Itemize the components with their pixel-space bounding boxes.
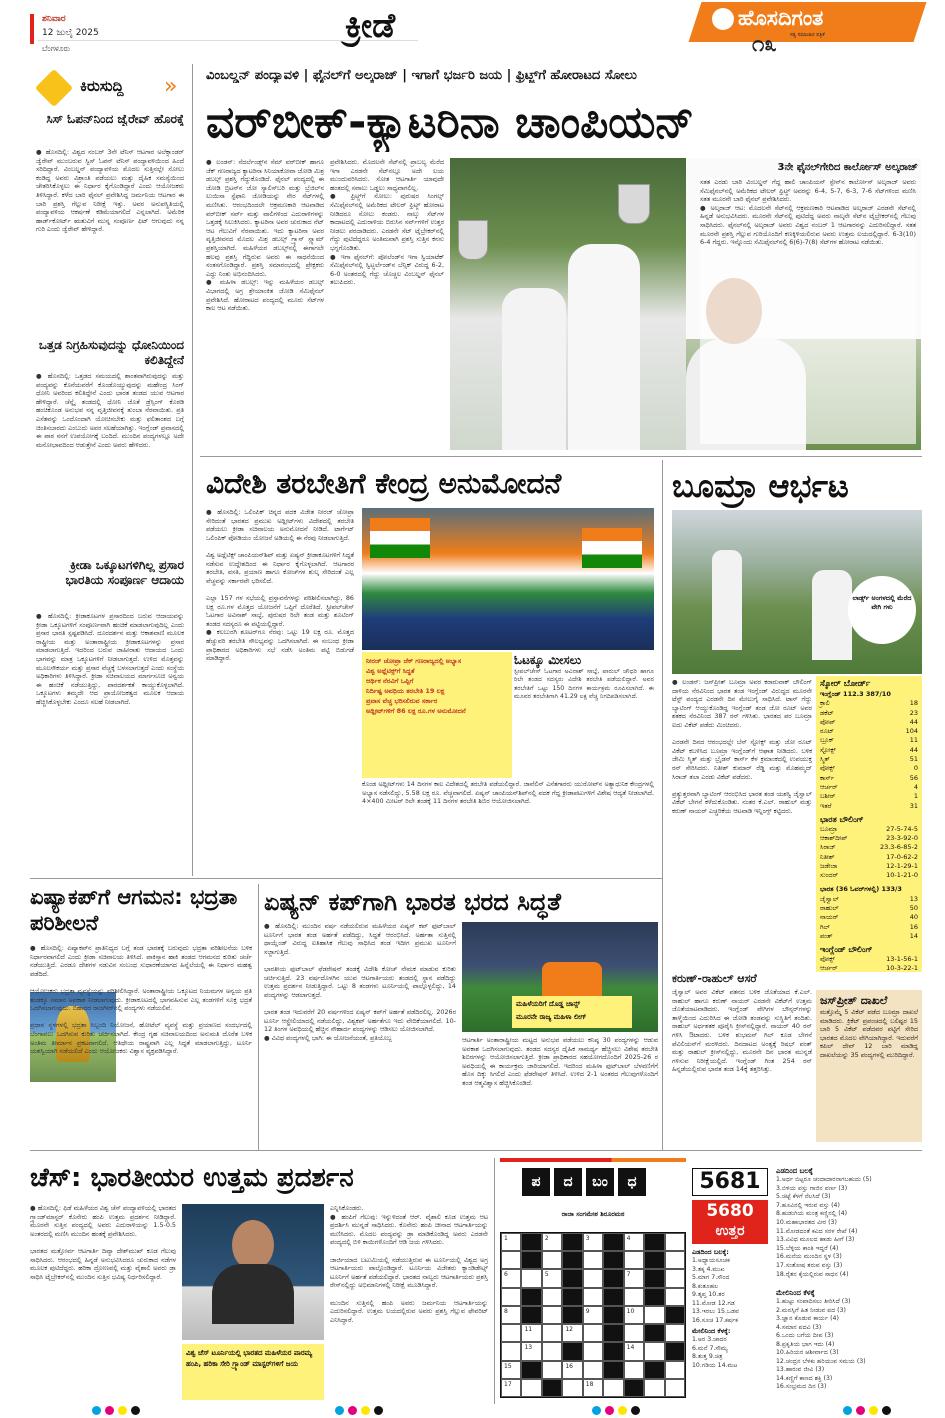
dot-magenta xyxy=(348,1406,357,1415)
india-batting-list xyxy=(820,895,918,941)
dot-magenta xyxy=(856,1406,865,1415)
stat-row xyxy=(820,718,918,727)
puzzle-cell[interactable] xyxy=(624,1379,644,1397)
puzzle-cell[interactable]: 6 xyxy=(501,1269,521,1287)
facts-box xyxy=(514,652,654,744)
stat-value: 51 xyxy=(909,755,918,764)
page-number: ೧೩ xyxy=(752,32,777,57)
puzzle-cell[interactable] xyxy=(501,1288,521,1306)
puzzle-cell[interactable] xyxy=(665,1288,685,1306)
puzzle-cell[interactable] xyxy=(583,1361,603,1379)
stat-name: ಪಂತ್ xyxy=(820,931,833,940)
puzzle-cell[interactable]: 14 xyxy=(624,1342,644,1360)
stat-row xyxy=(820,955,918,964)
stat-row xyxy=(820,964,918,972)
bumrah-photo xyxy=(672,510,922,674)
dot-cyan xyxy=(843,1406,852,1415)
stat-row xyxy=(820,913,918,922)
puzzle-cell[interactable] xyxy=(644,1288,664,1306)
puzzle-cell[interactable]: 11 xyxy=(521,1324,541,1342)
puzzle-cell[interactable] xyxy=(603,1269,623,1287)
stat-value: 27-5-74-5 xyxy=(886,824,918,833)
puzzle-cell[interactable] xyxy=(562,1288,582,1306)
stat-value: 56 xyxy=(909,773,918,782)
stat-value: 16 xyxy=(909,922,918,931)
puzzle-cell[interactable]: 3 xyxy=(583,1233,603,1251)
bullet-item: ಪ್ರವಾಸ ವೆಚ್ಚ ಭರಿಸಲಿರುವ ಸರ್ಕಾರ xyxy=(366,697,438,705)
stat-value: 40 xyxy=(909,913,918,922)
alcaraz-body: ಸತತ ಎರಡು ಬಾರಿ ವಿಂಬಲ್ಡನ್ ಗೆದ್ದ ಹಾಲಿ ಚಾಂಪಿಯನ್ ಸ್ಪೇನ್‌ನ ಕಾರ್ಲೋಸ್ ಅಲ್ಕರಾಜ್ ಅವರು ಸೆಮಿಫೈನಲ್‌ನಲ್ಲಿ ಅಮೆರಿಕದ ಟೇಲರ್ ಫ್ರಿಟ್ಜ್ ಅವರನ್ನು 6-4, 5-7, 6-3, 7-6 ಸೆಟ್‌ಗಳಿಂದ ಮಣಿಸಿ ಸತತ ಮೂರನೇ ಬಾರಿ ಫೈನಲ್ ಪ್ರವೇಶಿಸಿದರು. ● ಅಲ್ಕರಾಜ್ ಆಟ: ಮೊದಲನೇ ಸೆಟ್‌ನಲ್ಲಿ ಆಕ್ರಮಣಕಾರಿ ಆಟವಾಡಿದ ಅಲ್ಕರಾಜ್ ಎರಡನೇ ಸೆಟ್‌ನಲ್ಲಿ ಹಿನ್ನಡೆ ಅನುಭವಿಸಿದರು. ಮೂರನೇ ಸೆಟ್‌ನಲ್ಲಿ ಪುಟಿದೆದ್ದ ಅವರು ನಾಲ್ಕನೇ ಸೆಟ್‌ನ ಟೈಬ್ರೇಕರ್‌ನಲ್ಲಿ ಗೆಲುವು ಸಾಧಿಸಿದರು. ಫೈನಲ್‌ನಲ್ಲಿ ಅಲ್ಕರಾಜ್ ಅವರು ವಿಶ್ವದ ನಂಬರ್ 1 ಆಟಗಾರನನ್ನು ಎದುರಿಸಲಿದ್ದಾರೆ. ಸತತ ಮೂರನೇ ಪ್ರಶಸ್ತಿ ಗೆಲ್ಲುವ ಗುರಿಯೊಂದಿಗೆ ಕಣಕ್ಕಿಳಿಯಲಿರುವ ಅವರು ಉತ್ತಮ ಲಯದಲ್ಲಿದ್ದಾರೆ. 6-3(10) 6-4 ಗೆದ್ದರು. ಇನ್ನೊಂದು ಸೆಮಿಫೈನಲ್‌ನಲ್ಲಿ 6(6)-7(8) ಸೆಟ್‌ಗಳ ಹೋರಾಟ ನಡೆಯಿತು. xyxy=(700,178,916,444)
stat-row xyxy=(820,736,918,745)
scoreboard-title: ಸ್ಕೋರ್ ಬೋರ್ಡ್ xyxy=(820,679,871,689)
stat-name: ಸ್ಟೋಕ್ಸ್ xyxy=(820,745,836,754)
asiancup-caption xyxy=(512,996,632,1028)
puzzle-cell[interactable] xyxy=(521,1379,541,1397)
puzzle-grid xyxy=(500,1232,686,1398)
story-title: ಒತ್ತಡ ನಿಗ್ರಹಿಸುವುದನ್ನು ಧೋನಿಯಿಂದ ಕಲಿತಿದ್ದೇನೆ xyxy=(38,338,184,367)
puzzle-cell[interactable] xyxy=(644,1251,664,1269)
puzzle-cell[interactable]: 1 xyxy=(501,1233,521,1251)
stat-value: 23-3-92-0 xyxy=(886,834,918,843)
kirusuddi-label: ಕಿರುಸುದ್ದಿ xyxy=(80,77,124,95)
masthead-city: ಬೆಂಗಳೂರು xyxy=(42,44,71,53)
videshi-col1: ● ಹೊಸದಿಲ್ಲಿ: ಒಲಿಂಪಿಕ್ ಚಿನ್ನದ ಪದಕ ವಿಜೇತ ನೀರಜ್ ಚೋಪ್ರಾ ಸೇರಿದಂತೆ ಭಾರತದ ಪ್ರಮುಖ ಅಥ್ಲೀಟ್‌ಗಳು ವಿದೇಶದಲ್ಲಿ ತರಬೇತಿ ಪಡೆಯಲು ಕ್ರೀಡಾ ಸಚಿವಾಲಯ ಅನುಮೋದನೆ ನೀಡಿದೆ. ಟಾರ್ಗೆಟ್ ಒಲಿಂಪಿಕ್ ಪೋಡಿಯಂ ಯೋಜನೆ ಅಡಿಯಲ್ಲಿ ಈ ನೆರವು ನೀಡಲಾಗುತ್ತಿದೆ. ವಿಶ್ವ ಅಥ್ಲೆಟಿಕ್ಸ್ ಚಾಂಪಿಯನ್‌ಶಿಪ್ ಮತ್ತು ಏಷ್ಯನ್ ಕ್ರೀಡಾಕೂಟಗಳಿಗೆ ಸಿದ್ಧತೆ ನಡೆಸುವ ಉದ್ದೇಶದಿಂದ ಈ ನಿರ್ಧಾರ ಕೈಗೊಳ್ಳಲಾಗಿದೆ. ಆಟಗಾರರ ತರಬೇತಿ, ವಸತಿ, ಪ್ರಯಾಣ ಹಾಗೂ ಕೋಚ್‌ಗಳ ಶುಲ್ಕ ಸೇರಿದಂತೆ ಎಲ್ಲ ವೆಚ್ಚವನ್ನು ಸರ್ಕಾರವೇ ಭರಿಸಲಿದೆ. ಎಲ್ಲಾ 157 ಗಳ ಸಭೆಯಲ್ಲಿ ಪ್ರಸ್ತಾವನೆಗಳನ್ನು ಪರಿಶೀಲಿಸಲಾಗಿದ್ದು, 86 ಲಕ್ಷ ರೂ.ಗಳ ಮೊತ್ತದ ಯೋಜನೆಗೆ ಒಪ್ಪಿಗೆ ದೊರೆತಿದೆ. ಸ್ಟೀಪಲ್‌ಚೇಸ್ ಓಟಗಾರ ಅವಿನಾಶ್ ಸಾಬ್ಳೆ, ಪುರುಷರ ರಿಲೇ ತಂಡ ಮತ್ತು ಶೂಟಿಂಗ್ ತಂಡದ ಸದಸ್ಯರೂ ಈ ಪಟ್ಟಿಯಲ್ಲಿದ್ದಾರೆ. ● ಕಲಬುರಗಿ ಶೂಟರ್‌ಗೂ ನೆರವು: ಒಟ್ಟು 19 ಲಕ್ಷ ರೂ. ಮೊತ್ತದ ಹೆಚ್ಚುವರಿ ತರಬೇತಿ ಸೌಲಭ್ಯವನ್ನು ಒದಗಿಸಲಾಗಿದೆ. ಈ ಸಂಬಂಧ ಕ್ರೀಡಾ ಪ್ರಾಧಿಕಾರದ ಅಧಿಕಾರಿಗಳು ಸಭೆ ನಡೆಸಿ ಅಂತಿಮ ಪಟ್ಟಿ ಬಿಡುಗಡೆ ಮಾಡಿದ್ದಾರೆ. xyxy=(206,508,354,663)
clues-across xyxy=(776,1166,922,1292)
puzzle-cell[interactable] xyxy=(624,1361,644,1379)
stat-value: 23.3-6-85-2 xyxy=(879,843,918,852)
puzzle-cell[interactable] xyxy=(644,1342,664,1360)
stat-row xyxy=(820,792,918,801)
puzzle-cell[interactable] xyxy=(542,1288,562,1306)
bullet-item: ನೀರಜ್ ಚೋಪ್ರಾ ಜೆಕ್ ಗಣರಾಜ್ಯದಲ್ಲಿ ಅಭ್ಯಾಸ xyxy=(366,657,462,665)
dot-yellow xyxy=(618,1406,627,1415)
stat-name: ಇತರೆ xyxy=(820,801,832,810)
puzzle-cell[interactable] xyxy=(665,1379,685,1397)
puzzle-cell[interactable] xyxy=(644,1269,664,1287)
puzzle-cell[interactable] xyxy=(644,1361,664,1379)
record-body: ಮತ್ತೊಮ್ಮೆ 5 ವಿಕೆಟ್ ಪಡೆದ ಬೂಮ್ರಾ ದಾಖಲೆ ಮಾಡಿದರು. ಕ್ರಿಕೆಟ್ ಪ್ರಪಂಚದಲ್ಲಿ ಬಲಿಷ್ಟರ 15 ಬಾರಿ 5 ವಿಕೆಟ್ ಪಡೆದವರ ಪಟ್ಟಿಗೆ ಸೇರಿದ ಭಾರತದ ಮೊದಲ ವೇಗಿಯಾಗಿದ್ದಾರೆ. ಇದುವರೆಗೆ ಕಪಿಲ್ ದೇವ್ 12 ಬಾರಿ ಮಾಡಿದ್ದ ದಾಖಲೆಯನ್ನು 35 ಪಂದ್ಯಗಳಲ್ಲಿ ಮುರಿದಿದ್ದಾರೆ. xyxy=(820,1008,918,1059)
puzzle-cell[interactable] xyxy=(603,1324,623,1342)
stat-value: 18 xyxy=(909,699,918,708)
puzzle-number: 5681 xyxy=(692,1168,768,1196)
clues-down xyxy=(776,1288,922,1402)
stat-row xyxy=(820,755,918,764)
wimbledon-strap: ವಿಂಬಲ್ಡನ್ ಪಂದ್ಯಾವಳಿ | ಫೈನಲ್‌ಗೆ ಅಲ್ಕರಾಜ್ | ಇಗಾಗೆ ಭರ್ಜರಿ ಜಯ | ಫ್ರಿಟ್ಜ್‌ಗೆ ಹೋರಾಟದ ಸೋಲು xyxy=(206,68,637,83)
row-divider xyxy=(30,1150,922,1151)
date-bar xyxy=(30,14,34,44)
puzzle-cell[interactable] xyxy=(501,1324,521,1342)
chevron-icon: » xyxy=(164,74,178,99)
puzzle-cell[interactable] xyxy=(603,1233,623,1251)
puzzle-topbar xyxy=(500,1158,686,1162)
player-figure xyxy=(502,288,566,450)
puzzle-title xyxy=(522,1168,652,1198)
masthead-date: 12 ಜುಲೈ 2025 xyxy=(42,28,99,38)
puzzle-cell[interactable]: 15 xyxy=(501,1361,521,1379)
puzzle-cell[interactable] xyxy=(603,1251,623,1269)
batting-list xyxy=(820,699,918,811)
dot-cyan xyxy=(592,1406,601,1415)
stat-row xyxy=(820,764,918,773)
puzzle-cell[interactable] xyxy=(603,1288,623,1306)
puzzle-cell[interactable] xyxy=(665,1306,685,1324)
clues-across-title: ಎಡದಿಂದ ಬಲಕ್ಕೆ xyxy=(776,1167,813,1175)
row-divider xyxy=(30,878,662,879)
registration-marks xyxy=(592,1406,640,1415)
dot-black xyxy=(631,1406,640,1415)
column-divider xyxy=(192,64,193,876)
caption-line: ವಿಶ್ವ ಚೆಸ್‌ ಟೂರ್ನಿಯಲ್ಲಿ ಭಾರತದ ಮಹಿಳೆಯರ ಪಾರಮ್ಯ xyxy=(186,1349,313,1357)
puzzle-cell[interactable] xyxy=(542,1251,562,1269)
puzzle-cell[interactable] xyxy=(603,1361,623,1379)
answer-across-list: 1.ಅಧ್ಯಾಯಸೂಚಕ 3.ತಕ್ಕ 4.ಮುಖ 5.ಮಾಗ 7.ಸೌಂದ 8.ಕುತೂಹಲ 9.ತೃಪ್ತ 10.ತರ 11.ಮೋಡ 12.ಗಡ 13.ಇರಲು 15.ಒಡವ 16.ಸೂಚ 17.ಕರ್ಷಕ xyxy=(692,1257,739,1324)
record-title: ಜಸ್‌ಪ್ರೀತ್ ದಾಖಲೆ xyxy=(820,994,888,1007)
stat-value: 13 xyxy=(909,894,918,903)
trophy-icon xyxy=(458,220,488,260)
trophy-icon xyxy=(618,184,650,224)
puzzle-cell[interactable]: 16 xyxy=(562,1361,582,1379)
athletes-photo xyxy=(362,508,654,650)
videshi-headline: ವಿದೇಶಿ ತರಬೇತಿಗೆ ಕೇಂದ್ರ ಅನುಮೋದನೆ xyxy=(206,467,562,500)
puzzle-cell[interactable] xyxy=(562,1379,582,1397)
stat-row xyxy=(820,802,918,811)
dot-magenta xyxy=(105,1406,114,1415)
answer-box xyxy=(692,1200,768,1244)
stat-name: ಬ್ರೂಕ್ xyxy=(820,736,834,745)
wimbledon-headline: ವರ್‌ಬೀಕ್-ಕ್ಯಾಟರಿನಾ ಚಾಂಪಿಯನ್ xyxy=(206,97,695,148)
puzzle-letter: ಬಂ xyxy=(586,1168,614,1196)
facts-body: ಸ್ಟೀಪಲ್‌ಚೇಸ್ ಓಟಗಾರ ಅವಿನಾಶ್ ಸಾಬ್ಳೆ, ಪಾರುಲ್ ಚೌಧರಿ ಹಾಗೂ ರಿಲೇ ತಂಡದ ಸದಸ್ಯರು ವಿದೇಶಿ ತರಬೇತಿ ಪಡೆಯಲಿದ್ದಾರೆ. ಅವರ ತರಬೇತಿಗೆ ಒಟ್ಟು 150 ದಿನಗಳ ಕಾರ್ಯಕ್ರಮ ರೂಪಿಸಲಾಗಿದೆ. ಈ ಮೂವರ ತರಬೇತಿಗಾಗಿ 41.29 ಲಕ್ಷ ವೆಚ್ಚ ನಿಗದಿಪಡಿಸಲಾಗಿದೆ. xyxy=(514,668,654,701)
stat-name: ನಿತೀಶ್ xyxy=(820,852,835,861)
bumrah-headline: ಬೂಮ್ರಾ ಆರ್ಭಟ xyxy=(672,467,849,505)
player-figure xyxy=(712,550,742,650)
chess-col2: ಎನ್ನಿಸಿಕೊಂಡರು. ● ಹಂಪಿಗೆ ಗೆಲುವು: ಇನ್ನುಳಿದಂತೆ ಆರ್. ವೈಶಾಲಿ ಕೂಡ ಉತ್ತಮ ಆಟ ಪ್ರದರ್ಶಿಸಿ ಮುನ್ನಡೆ ಸಾಧಿಸಿದರು. ಕೊನೇರು ಹಂಪಿ ಚೀನಾದ ಆಟಗಾರ್ತಿಯನ್ನು ಮಣಿಸಿದರು. ಮೊದಲ ಪಂದ್ಯವನ್ನು ಡ್ರಾ ಮಾಡಿಕೊಂಡಿದ್ದ ಅವರು ಎರಡನೇ ಪಂದ್ಯದಲ್ಲಿ ಬಿಳಿ ಕಾಯಿಗಳೊಂದಿಗೆ ಆಡಿ ಜಯ ಗಳಿಸಿದರು. ಜಾರ್ಜಿಯಾದ ಬಟುಮಿಯಲ್ಲಿ ನಡೆಯುತ್ತಿರುವ ಈ ಟೂರ್ನಿಯಲ್ಲಿ ವಿಶ್ವದ ಅಗ್ರ ಆಟಗಾರ್ತಿಯರು ಪಾಲ್ಗೊಂಡಿದ್ದಾರೆ. ಟೂರ್ನಿಯ ವಿಜೇತರು ಕ್ಯಾಂಡಿಡೇಟ್ಸ್ ಟೂರ್ನಿಗೆ ಅರ್ಹತೆ ಪಡೆಯಲಿದ್ದಾರೆ. ಭಾರತದ ನಾಲ್ವರು ಆಟಗಾರ್ತಿಯರು ಪ್ರಶಸ್ತಿ ರೇಸ್‌ನಲ್ಲಿದ್ದು ಅಭಿಮಾನಿಗಳಲ್ಲಿ ನಿರೀಕ್ಷೆ ಮೂಡಿಸಿದ್ದಾರೆ. ಮುಂದಿನ ಸುತ್ತಿನಲ್ಲಿ ಹಂಪಿ ಅವರು ಜರ್ಮನಿಯ ಆಟಗಾರ್ತಿಯನ್ನು ಎದುರಿಸಲಿದ್ದಾರೆ. ಉತ್ತಮ ಲಯದಲ್ಲಿರುವ ಅವರು ಪ್ರಶಸ್ತಿ ಗೆಲ್ಲುವ ಫೇವರಿಟ್ ಎನಿಸಿದ್ದಾರೆ. xyxy=(330,1204,488,1324)
puzzle-cell[interactable] xyxy=(542,1324,562,1342)
puzzle-cell[interactable] xyxy=(521,1288,541,1306)
puzzle-cell[interactable] xyxy=(583,1269,603,1287)
bullet-item: ಆರ್ಥಿಕ ನೆರವಿಗೆ ಒಪ್ಪಿಗೆ xyxy=(366,677,414,685)
stat-row xyxy=(820,853,918,862)
row-divider xyxy=(200,456,922,457)
registration-marks xyxy=(843,1406,891,1415)
chess-caption xyxy=(182,1344,324,1400)
stat-name: ರೂಟ್ xyxy=(820,727,834,736)
caption-line: ಹಂಪಿ, ಹರಿಕಾ ಸೇರಿ ಗ್ರ್ಯಾಂಡ್ ಮಾಸ್ಟರ್‌ಗಳಿಗೆ ಜಯ xyxy=(186,1360,298,1368)
brand-logo xyxy=(712,8,734,30)
eng-bowling-list xyxy=(820,955,918,972)
puzzle-cell[interactable] xyxy=(521,1251,541,1269)
puzzle-cell[interactable] xyxy=(603,1379,623,1397)
puzzle-cell[interactable] xyxy=(665,1251,685,1269)
stat-row xyxy=(820,783,918,792)
puzzle-cell[interactable] xyxy=(624,1324,644,1342)
stat-name: ಸ್ಮಿತ್ xyxy=(820,755,830,764)
stat-name: ರಾಹುಲ್ xyxy=(820,903,839,912)
registration-marks xyxy=(335,1406,383,1415)
puzzle-cell[interactable] xyxy=(583,1288,603,1306)
facts-title: ಓಟಕ್ಕೂ ಮೀಸಲು xyxy=(514,653,582,667)
puzzle-cell[interactable] xyxy=(583,1251,603,1269)
answer-down-list: 1.ಅರ 3.ಚಾದರ 6.ಮನೆ 7.ಸೌಮ್ಯ 8.ತುತ್ತ 9.ಚಿತ್ರ 10.ಗಡಿಯ 14.ಮಟ xyxy=(692,1336,738,1369)
asiancup-headline: ಏಷ್ಯನ್ ಕಪ್‌ಗಾಗಿ ಭಾರತ ಭರದ ಸಿದ್ಧತೆ xyxy=(264,888,561,916)
stat-name: ಕ್ರಾಲಿ xyxy=(820,699,830,708)
puzzle-cell[interactable] xyxy=(644,1379,664,1397)
stat-name: ಆರ್ಚರ್ xyxy=(820,782,838,791)
puzzle-cell[interactable] xyxy=(501,1342,521,1360)
puzzle-cell[interactable] xyxy=(603,1342,623,1360)
dot-yellow xyxy=(361,1406,370,1415)
puzzle-cell[interactable] xyxy=(542,1361,562,1379)
chess-headline: ಚೆಸ್: ಭಾರತೀಯರ ಉತ್ತಮ ಪ್ರದರ್ಶನ xyxy=(30,1163,354,1193)
player-figure xyxy=(568,244,640,450)
puzzle-cell[interactable] xyxy=(542,1306,562,1324)
stat-value: 4 xyxy=(913,782,918,791)
stat-row xyxy=(820,871,918,880)
puzzle-cell[interactable] xyxy=(665,1324,685,1342)
asia-headline: ಏಷ್ಯಾಕಪ್‌ಗೆ ಆಗಮನ: ಭದ್ರತಾ ಪರಿಶೀಲನೆ xyxy=(30,885,238,935)
answer-down-title: ಮೇಲಿನಿಂದ ಕೆಳಕ್ಕೆ: xyxy=(692,1327,731,1335)
bumrah-body: ● ಲಂಡನ್: ಜಸ್‌ಪ್ರೀತ್ ಬೂಮ್ರಾ ಅವರ ಕರಾರುವಾಕ್ ಬೌಲಿಂಗ್ ದಾಳಿಯ ನೆರವಿನಿಂದ ಭಾರತ ತಂಡ ಇಂಗ್ಲೆಂಡ್ ವಿರುದ್ಧದ ಮೂರನೇ ಟೆಸ್ಟ್ ಪಂದ್ಯದ ಎರಡನೇ ದಿನ ಮೇಲುಗೈ ಸಾಧಿಸಿದೆ. ಟಾಸ್ ಗೆದ್ದು ಬ್ಯಾಟಿಂಗ್ ಆಯ್ದುಕೊಂಡಿದ್ದ ಇಂಗ್ಲೆಂಡ್ ತಂಡ ಜೋ ರೂಟ್ ಅವರ ಶತಕದ ನೆರವಿನಿಂದ 387 ರನ್ ಗಳಿಸಿತು. ಭಾರತದ ಪರ ಬೂಮ್ರಾ ಐದು ವಿಕೆಟ್ ಪಡೆದು ಮಿಂಚಿದರು. ಎರಡನೇ ದಿನದ ಆರಂಭದಲ್ಲೇ ಬೆನ್ ಸ್ಟೋಕ್ಸ್ ಮತ್ತು ಜೋ ರೂಟ್ ವಿಕೆಟ್ ಕಬಳಿಸಿದ ಬೂಮ್ರಾ ಇಂಗ್ಲೆಂಡ್‌ಗೆ ಆಘಾತ ನೀಡಿದರು. ಬಳಿಕ ಜೇಮಿ ಸ್ಮಿತ್ ಮತ್ತು ಬ್ರೈಡನ್ ಕಾರ್ಸ್ ಕೆಳ ಕ್ರಮಾಂಕದಲ್ಲಿ ಉಪಯುಕ್ತ ರನ್ ಸೇರಿಸಿದರು. ನಿತೀಶ್ ಕುಮಾರ್ ರೆಡ್ಡಿ ಮತ್ತು ಮೊಹಮ್ಮದ್ ಸಿರಾಜ್ ತಲಾ ಎರಡು ವಿಕೆಟ್ ಪಡೆದರು. ಪ್ರತ್ಯುತ್ತರವಾಗಿ ಬ್ಯಾಟಿಂಗ್ ಆರಂಭಿಸಿದ ಭಾರತ ತಂಡ ಯಶಸ್ವಿ ಜೈಸ್ವಾಲ್ ವಿಕೆಟ್ ಬೇಗನೆ ಕಳೆದುಕೊಂಡಿತು. ನಂತರ ಕೆ.ಎಲ್. ರಾಹುಲ್ ಮತ್ತು ಕರುಣ್ ನಾಯರ್ ಎಚ್ಚರಿಕೆಯ ಆಟವಾಡಿ ಇನ್ನಿಂಗ್ಸ್ ಕಟ್ಟಿದರು. xyxy=(672,678,812,815)
clues-down-list: 1.ಹುಟ್ಟು ಸಂಪಾದಿಸಲು ತೀರಿಸಿದೆ (3) 2.ಮನಸ್ಸಿಗೆ ಹಿತ ನೀಡುವ ಪದ (3) 3.ಜ್ಞಾನ ಕೊಡುವ ಕಾರ್ಯ (4) 4.ಸಮಾನ ಪದವಿ (3) 6.ಒಂದು ಬಗೆಯ ದೀಪ (3) 8.ಪ್ರಕೃತಿಯ ಭಾಗ ಇದು (4) 10.ಹಿರಿಯರ ಆಶೀರ್ವಾದ (3) 12.ಚಂದ್ರನ ಬೆಳಕು ಹರಿಯುವ ಸಮಯ (3) 13.ಹಾರುವ ಜೀವಿ (3) 14.ಕಣ್ಣಿಗೆ ಕಾಣದ ಶಕ್ತಿ (3) 16.ಸಂಭ್ರಮದ ದಿನ (3) xyxy=(776,1298,866,1390)
story-title: ಸಿಸ್ ಓಪನ್‌ನಿಂದ ಜ್ವೆರೇವ್ ಹೊರಕ್ಕೆ xyxy=(46,112,184,126)
brand-name: ಹೊಸದಿಗಂತ xyxy=(738,6,824,30)
alcaraz-title: 3ನೇ ಫೈನಲ್‌ಗೇರಿದ ಕಾರ್ಲೋಸ್ ಅಲ್ಕರಾಜ್ xyxy=(777,162,918,173)
stat-row xyxy=(820,746,918,755)
puzzle-cell[interactable] xyxy=(603,1306,623,1324)
puzzle-cell[interactable]: 17 xyxy=(501,1379,521,1397)
story-body: ● ಹೊಸದಿಲ್ಲಿ: ವಿಶ್ವದ ನಂಬರ್ 3ನೇ ಟೆನಿಸ್ ಆಟಗಾರ ಅಲೆಕ್ಸಾಂಡರ್ ಜ್ವೆರೇವ್ ಮುಂಬರುವ ಸ್ವಿಸ್ ಓಪನ್ ಟೆನಿಸ್ ಪಂದ್ಯಾವಳಿಯಿಂದ ಹಿಂದೆ ಸರಿದಿದ್ದಾರೆ. ವಿಂಬಲ್ಡನ್ ಪಂದ್ಯಾವಳಿಯ ಮೊದಲ ಸುತ್ತಿನಲ್ಲೇ ಸೋಲು ಕಂಡಿದ್ದ ಅವರು ವಿಶ್ರಾಂತಿ ಪಡೆಯಲು ಮತ್ತು ದೈಹಿಕ ಸಮಸ್ಯೆಯಿಂದ ಚೇತರಿಸಿಕೊಳ್ಳಲು ಈ ನಿರ್ಧಾರ ಕೈಗೊಂಡಿದ್ದಾರೆ ಎಂದು ಆಯೋಜಕರು ತಿಳಿಸಿದ್ದಾರೆ. ಕಳೆದ ಬಾರಿ ಫೈನಲ್ ಪ್ರವೇಶಿಸಿದ್ದ ಜರ್ಮನಿಯ ಆಟಗಾರ ಈ ಬಾರಿ ಪ್ರಶಸ್ತಿ ಗೆಲ್ಲುವ ನಿರೀಕ್ಷೆ ಇತ್ತು. ಅವರ ಅನುಪಸ್ಥಿತಿಯಲ್ಲಿ ಪಂದ್ಯಾವಳಿಯ ಆಕರ್ಷಣೆ ಕಡಿಮೆಯಾಗಲಿದೆ ಎನ್ನಲಾಗಿದೆ. ಅಮೆರಿಕ ಹಾರ್ಡ್‌ಕೋರ್ಟ್ ಋತುವಿಗೆ ಮುನ್ನ ಸಂಪೂರ್ಣ ಫಿಟ್ ಆಗುವುದು ನನ್ನ ಗುರಿ ಎಂದು ಜ್ವೆರೇವ್ ಹೇಳಿದ್ದಾರೆ. xyxy=(36,148,184,234)
wimbledon-photo xyxy=(450,158,686,450)
bullet-item: ವಿಶ್ವ ಅಥ್ಲೆಟಿಕ್ಸ್‌ಗೆ ಸಿದ್ಧತೆ xyxy=(366,667,415,675)
scoreboard-sub: ಇಂಗ್ಲೆಂಡ್ 112.3 387/10 xyxy=(820,690,891,698)
puzzle-cell[interactable] xyxy=(624,1251,644,1269)
puzzle-cell[interactable] xyxy=(562,1269,582,1287)
puzzle-cell[interactable] xyxy=(501,1251,521,1269)
column-divider xyxy=(258,884,259,1150)
puzzle-cell[interactable] xyxy=(665,1269,685,1287)
chess-photo xyxy=(182,1204,324,1340)
masthead-day: ಶನಿವಾರ xyxy=(42,14,66,24)
kirusuddi-icon xyxy=(36,70,73,107)
column-divider xyxy=(494,1158,495,1404)
puzzle-cell[interactable] xyxy=(583,1324,603,1342)
puzzle-cell[interactable] xyxy=(644,1324,664,1342)
stat-value: 44 xyxy=(909,745,918,754)
answer-label: ಉತ್ತರ xyxy=(715,1223,745,1239)
stat-name: ಆರ್ಚರ್ xyxy=(820,964,838,972)
stat-value: 10-3-22-1 xyxy=(886,964,918,972)
stat-name: ವೋಕ್ಸ್ xyxy=(820,955,835,964)
dot-cyan xyxy=(335,1406,344,1415)
section-title: ಕ್ರೀಡೆ xyxy=(345,6,396,46)
puzzle-cell[interactable]: 8 xyxy=(501,1306,521,1324)
flag-icon xyxy=(370,518,430,558)
puzzle-cell[interactable] xyxy=(562,1342,582,1360)
masthead xyxy=(0,0,945,60)
clues-down-title: ಮೇಲಿನಿಂದ ಕೆಳಕ್ಕೆ xyxy=(776,1289,815,1297)
bullet-item: ಅಥ್ಲೀಟ್‌ಗಳಿಗೆ 86 ಲಕ್ಷ ರೂ.ಗಳ ಅನುಮೋದನೆ xyxy=(366,707,466,715)
brand-tagline: ಸತ್ಯ ಸಮಾಚಾರ ಪತ್ರಿಕೆ xyxy=(790,32,825,38)
wimbledon-col2: ಪ್ರವೇಶಿಸಿದರು. ಮೊದಲನೇ ಸೆಟ್‌ನಲ್ಲಿ ಪ್ರಾಬಲ್ಯ ಮೆರೆದ ಇಗಾ ಎರಡನೇ ಸೆಟ್‌ನಲ್ಲೂ ಅದೇ ಲಯ ಮುಂದುವರಿಸಿದರು. ಸೋತ ಆಟಗಾರ್ತಿ ಯಾವುದೇ ಹಂತದಲ್ಲಿ ಸವಾಲು ಒಡ್ಡಲು ಸಾಧ್ಯವಾಗಲಿಲ್ಲ. ● ಫ್ರಿಟ್ಜ್‌ಗೆ ಸೋಲು: ಪುರುಷರ ಸಿಂಗಲ್ಸ್ ಸೆಮಿಫೈನಲ್‌ನಲ್ಲಿ ಅಮೆರಿಕದ ಟೇಲರ್ ಫ್ರಿಟ್ಜ್ ಹೋರಾಟ ನೀಡಿದರೂ ಸೋಲು ಕಂಡರು. ನಾಲ್ಕು ಸೆಟ್‌ಗಳ ಕಾದಾಟದಲ್ಲಿ ಎದುರಾಳಿಯ ಬಿರುಸಿನ ಸರ್ವ್‌ಗಳಿಗೆ ಉತ್ತರ ನೀಡಲು ಪರದಾಡಿದರು. ಎರಡನೇ ಸೆಟ್ ಟೈಬ್ರೇಕರ್‌ನಲ್ಲಿ ಗೆದ್ದು ಪುಟಿದೆದ್ದರೂ ಅಂತಿಮವಾಗಿ ಪ್ರಶಸ್ತಿ ಸುತ್ತಿನ ಕನಸು ಭಗ್ನಗೊಂಡಿತು. ● ಇಗಾ ಫೈನಲ್‌ಗೆ: ಪೋಲೆಂಡ್‌ನ ಇಗಾ ಸ್ವಿಯಾಟೆಕ್ ಸೆಮಿಫೈನಲ್‌ನಲ್ಲಿ ಸ್ವಿಟ್ಜರ್ಲೆಂಡ್‌ನ ಬೆನ್ಸಿಕ್ ವಿರುದ್ಧ 6-2, 6-0 ಅಂತರದಲ್ಲಿ ಗೆದ್ದು ಚೊಚ್ಚಲ ವಿಂಬಲ್ಡನ್ ಫೈನಲ್ ತಲುಪಿದರು. xyxy=(330,158,444,287)
bowling-title: ಭಾರತ ಬೌಲಿಂಗ್ xyxy=(820,814,864,824)
stat-name: ವೋಕ್ಸ್ xyxy=(820,764,835,773)
caption-line: ಮಹಿಳೆಯರಿಗೆ ದೊಡ್ಡ ಚಾನ್ಸ್ xyxy=(516,1000,581,1008)
story-body: ● ಹೊಸದಿಲ್ಲಿ: ಕ್ರೀಡಾಕೂಟಗಳ ಪ್ರಸಾರದಿಂದ ಬರುವ ಆದಾಯವನ್ನು ಕ್ರೀಡಾ ಒಕ್ಕೂಟಗಳಿಗೆ ಸಂಪೂರ್ಣವಾಗಿ ಹಂಚಿಕೆ ಮಾಡಲಾಗುವುದಿಲ್ಲ ಎಂದು ಪ್ರಸಾರ ಭಾರತಿ ಸ್ಪಷ್ಟಪಡಿಸಿದೆ. ದೂರದರ್ಶನ ಮತ್ತು ಆಕಾಶವಾಣಿ ಮೂಲಕ ರಾಷ್ಟ್ರೀಯ ಮತ್ತು ಅಂತಾರಾಷ್ಟ್ರೀಯ ಕ್ರೀಡಾಕೂಟಗಳನ್ನು ಪ್ರಸಾರ ಮಾಡಲಾಗುತ್ತಿದೆ. ಇದರಿಂದ ಬರುವ ಜಾಹೀರಾತು ಆದಾಯದ ಒಂದು ಭಾಗವನ್ನು ಮಾತ್ರ ಒಕ್ಕೂಟಗಳಿಗೆ ನೀಡಲಾಗುತ್ತದೆ. ಉಳಿದ ಮೊತ್ತವನ್ನು ಮೂಲಸೌಕರ್ಯ ಮತ್ತು ಪ್ರಸಾರ ವೆಚ್ಚಕ್ಕೆ ಬಳಸಲಾಗುತ್ತದೆ ಎಂದು ಸಂಸ್ಥೆಯ ಅಧಿಕಾರಿಗಳು ತಿಳಿಸಿದ್ದಾರೆ. ಕ್ರೀಡಾ ಸಚಿವಾಲಯದ ಮಾರ್ಗಸೂಚಿ ಅನ್ವಯ ಈ ಹಂಚಿಕೆ ನಡೆಯುತ್ತಿದ್ದು, ಪಾರದರ್ಶಕತೆ ಕಾಯ್ದುಕೊಳ್ಳಲಾಗಿದೆ. ಒಕ್ಕೂಟಗಳು ತಮ್ಮದೇ ಆದ ಪ್ರಾಯೋಜಕತ್ವದ ಮೂಲಕ ಆದಾಯ ಹೆಚ್ಚಿಸಿಕೊಳ್ಳಬೇಕು ಎಂದೂ ಸಲಹೆ ನೀಡಲಾಗಿದೆ. xyxy=(36,612,184,706)
india-title: ಭಾರತ (36 ಓವರ್‌ಗಳಲ್ಲಿ) 133/3 xyxy=(820,884,902,893)
puzzle-cell[interactable] xyxy=(644,1233,664,1251)
puzzle-cell[interactable] xyxy=(562,1251,582,1269)
puzzle-cell[interactable]: 10 xyxy=(624,1306,644,1324)
bullet-item: ನಿರ್ದಿಷ್ಟ ಅವಧಿಯ ತರಬೇತಿ 19 ಲಕ್ಷ xyxy=(366,687,445,695)
record-box xyxy=(816,990,922,1142)
stat-name: ಜೈಸ್ವಾಲ್ xyxy=(820,894,839,903)
stat-row xyxy=(820,727,918,736)
kirusuddi-logo xyxy=(36,70,186,108)
bumrah-subbody: ಜೈಸ್ವಾಲ್ ಅವರ ವಿಕೆಟ್ ಪತನದ ಬಳಿಕ ಜೊತೆಯಾದ ಕೆ.ಎಲ್. ರಾಹುಲ್ ಹಾಗೂ ಕರುಣ್ ನಾಯರ್ ಎರಡನೇ ವಿಕೆಟ್‌ಗೆ ಉತ್ತಮ ಜೊತೆಯಾಟವಾಡಿದರು. ಇಂಗ್ಲೆಂಡ್ ವೇಗಿಗಳ ಬೌನ್ಸರ್‌ಗಳನ್ನು ತಾಳ್ಮೆಯಿಂದ ಎದುರಿಸಿದ ಈ ಜೋಡಿ ತಂಡವನ್ನು ಸುಸ್ಥಿತಿಗೆ ತಂದಿತು. ರಾಹುಲ್ ಅರ್ಧಶತಕ ಪೂರೈಸಿ ಕ್ರೀಸ್‌ನಲ್ಲಿದ್ದಾರೆ. ನಾಯರ್ 40 ರನ್ ಗಳಿಸಿ ಔಟಾದರು. ಬಳಿಕ ಶುಭಮನ್ ಗಿಲ್ ಕೂಡ ಬೇಗನೆ ಪೆವಿಲಿಯನ್‌ಗೆ ಮರಳಿದರು. ದಿನದಾಟದ ಅಂತ್ಯಕ್ಕೆ ರಿಷಭ್ ಪಂತ್ ಮತ್ತು ರಾಹುಲ್ ಕ್ರೀಸ್‌ನಲ್ಲಿದ್ದು, ಮೂರನೇ ದಿನ ಭಾರತ ಮುನ್ನಡೆ ಗಳಿಸುವ ನಿರೀಕ್ಷೆಯಲ್ಲಿದೆ. ಇಂಗ್ಲೆಂಡ್ ಗಿಂತ 254 ರನ್ ಹಿನ್ನಡೆಯಲ್ಲಿರುವ ಭಾರತ ತಂಡ 14ಕ್ಕೆ ತತ್ತರಿಸಿತ್ತು. xyxy=(672,988,812,1074)
answer-across-title: ಎಡದಿಂದ ಬಲಕ್ಕೆ: xyxy=(692,1248,729,1256)
stat-row xyxy=(820,895,918,904)
asiancup-col1: ● ಹೊಸದಿಲ್ಲಿ: ಮುಂದಿನ ವರ್ಷ ನಡೆಯಲಿರುವ ಮಹಿಳೆಯರ ಏಷ್ಯನ್ ಕಪ್ ಫುಟ್‌ಬಾಲ್ ಟೂರ್ನಿಗೆ ಭಾರತ ತಂಡ ಅರ್ಹತೆ ಪಡೆದಿದ್ದು, ಸಿದ್ಧತೆ ಆರಂಭಿಸಿದೆ. ಅರ್ಹತಾ ಸುತ್ತಿನಲ್ಲಿ ಥಾಯ್ಲೆಂಡ್ ವಿರುದ್ಧ ಐತಿಹಾಸಿಕ ಗೆಲುವು ಸಾಧಿಸಿದ ತಂಡ ಇದೀಗ ಪ್ರಮುಖ ಟೂರ್ನಿಗೆ ಸಜ್ಜಾಗುತ್ತಿದೆ. ಭಾರತೀಯ ಫುಟ್‌ಬಾಲ್ ಫೆಡರೇಷನ್ ತಂಡಕ್ಕೆ ವಿದೇಶಿ ಕೋಚ್ ನೇಮಕ ಮಾಡುವ ಕುರಿತು ಚರ್ಚಿಸುತ್ತಿದೆ. 23 ವರ್ಷದೊಳಗಿನ ಯುವ ಆಟಗಾರ್ತಿಯರು ತಂಡದಲ್ಲಿ ಸ್ಥಾನ ಪಡೆದಿದ್ದು ಉತ್ತಮ ಪ್ರದರ್ಶನ ನೀಡುತ್ತಿದ್ದಾರೆ. ಒಟ್ಟು 8 ತಂಡಗಳು ಟೂರ್ನಿಯಲ್ಲಿ ಪಾಲ್ಗೊಳ್ಳಲಿದ್ದು, 14 ಪಂದ್ಯಗಳನ್ನು ಆಡಲಾಗುತ್ತದೆ. ಭಾರತ ತಂಡ ಇದುವರೆಗೆ 20 ವರ್ಷಗಳಿಂದ ಏಷ್ಯನ್ ಕಪ್‌ಗೆ ಅರ್ಹತೆ ಪಡೆದಿರಲಿಲ್ಲ. 2026ರ ಟೂರ್ನಿ ಆಸ್ಟ್ರೇಲಿಯಾದಲ್ಲಿ ನಡೆಯಲಿದ್ದು, ವಿಶ್ವಕಪ್ ಅರ್ಹತೆಗೂ ಇದು ವೇದಿಕೆಯಾಗಲಿದೆ. 10-12 ತಿಂಗಳ ಅವಧಿಯಲ್ಲಿ ಹೆಚ್ಚಿನ ಸೌಹಾರ್ದ ಪಂದ್ಯಗಳನ್ನು ಆಡಿಸಲು ಯೋಜಿಸಲಾಗಿದೆ. ● ವಿವಿಧ ಪಂದ್ಯಗಳಲ್ಲಿ ಭಾಗಿ: ಈ ಯೋಜನೆಯಂತೆ, ಪ್ರತಿಯೊಬ್ಬ xyxy=(264,922,456,1042)
puzzle-cell[interactable]: 2 xyxy=(542,1233,562,1251)
stat-row xyxy=(820,923,918,932)
stat-name: ಪೋಪ್ xyxy=(820,717,836,726)
puzzle-cell[interactable]: 13 xyxy=(521,1342,541,1360)
puzzle-cell[interactable] xyxy=(562,1306,582,1324)
dot-cyan xyxy=(92,1406,101,1415)
puzzle-cell[interactable]: 5 xyxy=(542,1269,562,1287)
wimbledon-col1: ● ಲಂಡನ್: ನೆದರ್ಲೆಂಡ್ಸ್‌ನ ಸೆಮ್ ವರ್‌ಬೀಕ್ ಹಾಗೂ ಜೆಕ್ ಗಣರಾಜ್ಯದ ಕ್ಯಾಟರಿನಾ ಸಿನಿಯಾಕೋವಾ ಜೋಡಿ ಮಿಶ್ರ ಡಬಲ್ಸ್ ಪ್ರಶಸ್ತಿ ಗೆದ್ದುಕೊಂಡಿದೆ. ಫೈನಲ್ ಪಂದ್ಯದಲ್ಲಿ ಈ ಜೋಡಿ ಬ್ರಿಟನ್‌ನ ಜೋ ಸ್ಯಾಲಿಸ್‌ಬರಿ ಮತ್ತು ಬ್ರೆಜಿಲ್‌ನ ಲುಯಿಸಾ ಸ್ಟೆಫಾನಿ ಜೋಡಿಯನ್ನು ನೇರ ಸೆಟ್‌ಗಳಲ್ಲಿ ಮಣಿಸಿತು. ಆರಂಭದಿಂದಲೇ ಆಕ್ರಮಣಕಾರಿ ಆಟವಾಡಿದ ವರ್‌ಬೀಕ್ ಸರ್ವ್ ಮತ್ತು ವಾಲಿಗಳಿಂದ ಎದುರಾಳಿಗಳನ್ನು ಒತ್ತಡಕ್ಕೆ ಸಿಲುಕಿಸಿದರು. ಕ್ಯಾಟರಿನಾ ಅವರ ಚುರುಕಾದ ನೆಟ್ ಆಟ ಗೆಲುವಿಗೆ ನೆರವಾಯಿತು. ಇದು ಕ್ಯಾಟರಿನಾ ಅವರ ವೃತ್ತಿಜೀವನದ ಮೊದಲ ಮಿಶ್ರ ಡಬಲ್ಸ್ ಗ್ರ್ಯಾನ್ ಸ್ಲ್ಯಾಮ್ ಪ್ರಶಸ್ತಿಯಾಗಿದೆ. ಮಹಿಳೆಯರ ಡಬಲ್ಸ್‌ನಲ್ಲಿ ಈಗಾಗಲೇ ಹಲವು ಪ್ರಶಸ್ತಿ ಗೆದ್ದಿರುವ ಅವರು ಈ ಸಾಧನೆಯಿಂದ ಸಂತಸಗೊಂಡಿದ್ದಾರೆ. ಪ್ರಶಸ್ತಿ ಸಮಾರಂಭದಲ್ಲಿ ಪ್ರೇಕ್ಷಕರು ಎದ್ದು ನಿಂತು ಅಭಿನಂದಿಸಿದರು. ● ಮಹಿಳಾ ಡಬಲ್ಸ್: ಇನ್ನು ಮಹಿಳೆಯರ ಡಬಲ್ಸ್ ವಿಭಾಗದಲ್ಲಿ ಅಗ್ರ ಶ್ರೇಯಾಂಕಿತ ಜೋಡಿ ಸೆಮಿಫೈನಲ್ ಪ್ರವೇಶಿಸಿದೆ. ಹೋರಾಟದ ಪಂದ್ಯದಲ್ಲಿ ಮೂರು ಸೆಟ್‌ಗಳ ಕಾಲ ಆಟ ನಡೆಯಿತು. xyxy=(206,158,324,313)
puzzle-cell[interactable] xyxy=(521,1269,541,1287)
stat-row xyxy=(820,932,918,941)
puzzle-letter: ಪ xyxy=(522,1168,550,1196)
stat-value: 12-1-29-1 xyxy=(886,862,918,871)
dot-magenta xyxy=(605,1406,614,1415)
puzzle-cell[interactable] xyxy=(624,1288,644,1306)
puzzle-cell[interactable]: 12 xyxy=(562,1324,582,1342)
player-head xyxy=(232,1220,274,1270)
column-divider xyxy=(662,460,663,1150)
puzzle-cell[interactable]: 9 xyxy=(583,1306,603,1324)
puzzle-cell[interactable] xyxy=(665,1361,685,1379)
stat-value: 104 xyxy=(905,727,918,736)
puzzle-cell[interactable] xyxy=(521,1306,541,1324)
photo-badge: ಲಾರ್ಡ್ಸ್ ಅಂಗಳದಲ್ಲಿ ಮೆರೆದ ವೇಗಿ ಗಳು xyxy=(848,576,916,644)
dot-yellow xyxy=(869,1406,878,1415)
stat-value: 31 xyxy=(909,801,918,810)
stat-name: ಗಿಲ್ xyxy=(820,922,830,931)
stat-row xyxy=(820,825,918,834)
asia-body: ● ಹೊಸದಿಲ್ಲಿ: ಏಷ್ಯಾಕಪ್‌ನ ಪ್ರಾತಿನಿಧ್ಯದ ಬಗ್ಗೆ ತಂಡ ಭಾರತಕ್ಕೆ ಬರುವುದು ಭದ್ರತಾ ಪರಿಶೀಲನೆಯ ಬಳಿಕ ನಿರ್ಧಾರವಾಗಲಿದೆ ಎಂದು ಕ್ರೀಡಾ ಸಚಿವಾಲಯ ತಿಳಿಸಿದೆ. ಪಾಕಿಸ್ತಾನ ಹಾಕಿ ತಂಡದ ಆಗಮನದ ಕುರಿತು ಚರ್ಚೆ ನಡೆಯುತ್ತಿದೆ. ಎರಡೂ ದೇಶಗಳ ನಡುವಿನ ಸಂಬಂಧ ಸುಧಾರಣೆಯಾಗದ ಹಿನ್ನೆಲೆಯಲ್ಲಿ ಈ ನಿರ್ಧಾರ ಮಹತ್ವ ಪಡೆದಿದೆ. ಆಯೋಜಕರು ಭದ್ರತಾ ವ್ಯವಸ್ಥೆಯನ್ನು ಪರಿಶೀಲಿಸಿದ್ದಾರೆ. ಅಂತಾರಾಷ್ಟ್ರೀಯ ಒಕ್ಕೂಟದ ನಿಯಮಗಳ ಅನ್ವಯ ಪ್ರತಿ ತಂಡಕ್ಕೂ ಸಮಾನ ಅವಕಾಶ ನೀಡಲಾಗುವುದು. ಕ್ರೀಡಾಕೂಟದಲ್ಲಿ ಭಾಗವಹಿಸುವ ಎಲ್ಲ ತಂಡಗಳಿಗೆ ಸೂಕ್ತ ಭದ್ರತೆ ಒದಗಿಸಲಾಗುವುದು. ಬಿಹಾರದ ರಾಜಗೀರ್‌ನಲ್ಲಿ ಪಂದ್ಯಗಳು ನಡೆಯಲಿವೆ. ಪ್ರಧಾನ ಸ್ಥಳಗಳಲ್ಲಿ ಭದ್ರತಾ ಸಿಬ್ಬಂದಿ ನಿಯೋಜನೆ, ಹೋಟೆಲ್ ವ್ಯವಸ್ಥೆ ಮತ್ತು ಪ್ರಯಾಣದ ಸಂದರ್ಭದಲ್ಲಿ ಬೆಂಗಾವಲು ಒದಗಿಸುವ ಕುರಿತು ಚರ್ಚಿಸಲಾಗಿದೆ. ಕೇಂದ್ರ ಗೃಹ ಸಚಿವಾಲಯದಿಂದ ಅನುಮತಿ ದೊರೆತ ಬಳಿಕ ಅಂತಿಮ ತೀರ್ಮಾನ ಪ್ರಕಟವಾಗಲಿದೆ. ಆತಿಥೇಯ ರಾಷ್ಟ್ರವಾಗಿ ಎಲ್ಲ ಸಿದ್ಧತೆ ಮಾಡಲಾಗುತ್ತಿದ್ದು, ಟೂರ್ನಿ ಯಶಸ್ವಿಯಾಗಿ ನಡೆಯಲಿದೆ ಎಂದು ಆಯೋಜಕರು ವಿಶ್ವಾಸ ವ್ಯಕ್ತಪಡಿಸಿದ್ದಾರೆ. xyxy=(30,944,252,1056)
stat-name: ಸುಂದರ್ xyxy=(820,871,839,880)
videshi-col2: ಕೊಂಡ ಅಥ್ಲೀಟ್‌ಗಳು 14 ದಿನಗಳ ಕಾಲ ವಿದೇಶದಲ್ಲಿ ತರಬೇತಿ ಪಡೆಯಲಿದ್ದಾರೆ. ಜಾವೆಲಿನ್ ಎಸೆತಗಾರರು ಯುರೋಪ್‌ನ ಅತ್ಯಾಧುನಿಕ ಕೇಂದ್ರಗಳಲ್ಲಿ ಅಭ್ಯಾಸ ನಡೆಸಲಿದ್ದು, 5.58 ಲಕ್ಷ ರೂ. ವೆಚ್ಚವಾಗಲಿದೆ. ಏಷ್ಯನ್ ಚಾಂಪಿಯನ್‌ಶಿಪ್‌ನಲ್ಲಿ ಪದಕ ಗೆದ್ದ ಕ್ರೀಡಾಪಟುಗಳಿಗೆ ವಿಶೇಷ ಆದ್ಯತೆ ನೀಡಲಾಗಿದೆ. 4×400 ಮೀಟರ್ ರಿಲೇ ತಂಡಕ್ಕೆ 11 ದಿನಗಳ ತರಬೇತಿ ಶಿಬಿರ ಆಯೋಜಿಸಲಾಗಿದೆ. xyxy=(362,780,654,806)
puzzle-letter: ದ xyxy=(554,1168,582,1196)
puzzle-cell[interactable] xyxy=(542,1379,562,1397)
stat-name: ಕಾರ್ಸ್ xyxy=(820,773,835,782)
story-body: ● ಹೊಸದಿಲ್ಲಿ: ಒತ್ತಡದ ಸಮಯದಲ್ಲಿ ಶಾಂತವಾಗಿರುವುದನ್ನು ಮತ್ತು ಪಂದ್ಯವನ್ನು ಕೊನೆಯವರೆಗೆ ಕೊಂಡೊಯ್ಯುವುದನ್ನು ಮಹೇಂದ್ರ ಸಿಂಗ್ ಧೋನಿ ಅವರಿಂದ ಕಲಿತಿದ್ದೇನೆ ಎಂದು ಭಾರತ ತಂಡದ ಯುವ ಆಟಗಾರ ಹೇಳಿದ್ದಾರೆ. ಚೆನ್ನೈ ತಂಡದಲ್ಲಿ ಧೋನಿ ಜೊತೆ ಡ್ರೆಸ್ಸಿಂಗ್ ಕೊಠಡಿ ಹಂಚಿಕೊಂಡ ಅನುಭವ ನನ್ನ ವೃತ್ತಿಜೀವನಕ್ಕೆ ತುಂಬಾ ನೆರವಾಯಿತು. ಪ್ರತಿ ಎಸೆತವನ್ನು ಒಂದೊಂದಾಗಿ ಯೋಚಿಸಬೇಕು ಮತ್ತು ಫಲಿತಾಂಶದ ಬಗ್ಗೆ ಚಿಂತಿಸಬಾರದು ಎಂಬುದು ಅವರ ಸಲಹೆಯಾಗಿತ್ತು. ಇಂಗ್ಲೆಂಡ್ ಪ್ರವಾಸದಲ್ಲಿ ಈ ಪಾಠ ನನಗೆ ಉಪಯೋಗಕ್ಕೆ ಬಂದಿದೆ. ಮುಂದಿನ ಪಂದ್ಯಗಳಲ್ಲೂ ಅದೇ ಮನೋಭಾವದಿಂದ ಆಡುತ್ತೇನೆ ಎಂದು ಅವರು ಹೇಳಿದರು. xyxy=(36,372,184,449)
stat-name: ಜಡೇಜಾ xyxy=(820,862,838,871)
stat-name: ಬಶೀರ್ xyxy=(820,792,836,801)
stat-row xyxy=(820,862,918,871)
puzzle-cell[interactable]: 7 xyxy=(624,1269,644,1287)
stat-value: 44 xyxy=(909,717,918,726)
puzzle-cell[interactable] xyxy=(521,1361,541,1379)
videshi-bullets xyxy=(362,652,512,778)
stat-value: 50 xyxy=(909,903,918,912)
stat-row xyxy=(820,699,918,708)
chess-col1: ● ಹೊಸದಿಲ್ಲಿ: ಫಿಡೆ ಮಹಿಳೆಯರ ವಿಶ್ವ ಚೆಸ್ ಪಂದ್ಯಾವಳಿಯಲ್ಲಿ ಭಾರತದ ಗ್ರ್ಯಾಂಡ್‌ಮಾಸ್ಟರ್ ಕೊನೇರು ಹಂಪಿ ಉತ್ತಮ ಪ್ರದರ್ಶನ ನೀಡಿದ್ದಾರೆ. ಮೂರನೇ ಸುತ್ತಿನ ಪಂದ್ಯದಲ್ಲಿ ಅವರು ಎದುರಾಳಿಯನ್ನು 1.5-0.5 ಅಂತರದಲ್ಲಿ ಮಣಿಸಿ ಮುಂದಿನ ಹಂತಕ್ಕೆ ಪ್ರವೇಶಿಸಿದರು. ಭಾರತದ ಮತ್ತೋರ್ವ ಆಟಗಾರ್ತಿ ದಿವ್ಯಾ ದೇಶ್‌ಮುಖ್ ಕೂಡ ಗೆಲುವು ಸಾಧಿಸಿದರು. ಆರಂಭದಲ್ಲಿ ಹಿನ್ನಡೆ ಅನುಭವಿಸಿದರೂ ಚುರುಕಾದ ನಡೆಗಳ ಮೂಲಕ ಪುಟಿದೆದ್ದರು. ಹರಿಕಾ ದ್ರೋಣವಲ್ಲಿ ಮತ್ತು ವೈಶಾಲಿ ಅವರು ಡ್ರಾ ಸಾಧಿಸಿ ಟೈಬ್ರೇಕರ್‌ನಲ್ಲಿ ಮುಂದಿನ ಸುತ್ತಿನ ಭವಿಷ್ಯ ನಿರ್ಧರಿಸಲಿದ್ದಾರೆ. xyxy=(30,1204,176,1281)
stat-value: 23 xyxy=(909,708,918,717)
puzzle-cell[interactable] xyxy=(583,1342,603,1360)
dot-yellow xyxy=(118,1406,127,1415)
clues-across-list: 1.ಅರ್ಧ ಬಿಟ್ಟರೂ ಚಂದಾದಾರನಾಗಬಹುದು (5) 3.ಬಿಳಿಯ ವಸ್ತು ಗಾಜಿನ ವರ್ಣ (3) 5.ಚಿಟ್ಟೆ ಕೆಳಗೆ ನೆಲಸಿದೆ (3) 7.ಹೂವಿನಲ್ಲಿ ಇರುವ ವಸ್ತು (4) 8.ಹುಡುಗಿಯ ಮಂತ್ರ ಕಣ್ಣಿನಲ್ಲಿ (4) 10.ಮಹಾಭಾರತದ ವೀರ (3) 11.ಮೋಡದಂತೆ ಕವಿದ ಸರಳ ರೇಖೆ (4) 13.ವಿವಿಧ ಮೂಲದ ಹಾಡು ಹೀಗೆ (3) 15.ಬೆಳ್ಳಿಯ ಕಾಂತಿ ಇದ್ದರೆ (4) 16.ಮನೆಯ ಮುಂದಿನ ಸ್ಥಳ (3) 17.ಸಂತೋಷ ತರುವ ವಸ್ತು (3) 18.ರೈತನ ಕೈಯಲ್ಲಿರುವ ಸಾಧನ (4) xyxy=(776,1176,872,1278)
player-figure xyxy=(812,570,852,660)
dot-black xyxy=(882,1406,891,1415)
stat-row xyxy=(820,904,918,913)
stat-row xyxy=(820,774,918,783)
puzzle-cell[interactable] xyxy=(542,1342,562,1360)
puzzle-cell[interactable] xyxy=(665,1233,685,1251)
player-figure xyxy=(212,1264,294,1324)
asiancup-col2: ಆಟಗಾರ್ತಿ ಅಂತಾರಾಷ್ಟ್ರೀಯ ಮಟ್ಟದ ಅನುಭವ ಪಡೆಯಲು ಕನಿಷ್ಠ 30 ಪಂದ್ಯಗಳನ್ನು ಆಡುವ ಅವಕಾಶ ಒದಗಿಸಲಾಗುವುದು. ತಂಡದ ಸದಸ್ಯರ ದೈಹಿಕ ಸಾಮರ್ಥ್ಯ ಹೆಚ್ಚಿಸಲು ವಿಶೇಷ ತರಬೇತಿ ಶಿಬಿರಗಳನ್ನು ಆಯೋಜಿಸಲಾಗುತ್ತಿದೆ. ಕ್ರೀಡಾ ಪ್ರಾಧಿಕಾರದ ಸಹಯೋಗದೊಂದಿಗೆ 2025-26 ರ ಅವಧಿಯಲ್ಲಿ ಈ ಕಾರ್ಯಕ್ರಮ ಜಾರಿಯಾಗಲಿದೆ. ಇದರಿಂದ ಮಹಿಳಾ ಫುಟ್‌ಬಾಲ್ ಬೆಳವಣಿಗೆಗೆ ಹೊಸ ದಿಕ್ಕು ಸಿಗಲಿದೆ ಎಂದು ಫೆಡರೇಷನ್ ತಿಳಿಸಿದೆ. ಉಳಿದ 2-1 ಅಂತರದ ಗೆಲುವುಗಳೊಂದಿಗೆ ತಂಡ ಆತ್ಮವಿಶ್ವಾಸ ಹೆಚ್ಚಿಸಿಕೊಂಡಿದೆ. xyxy=(462,1036,658,1087)
answer-across xyxy=(692,1248,772,1398)
stat-value: 11 xyxy=(909,736,918,745)
bumrah-subtitle: ಕರುಣ್-ರಾಹುಲ್ ಆಸರೆ xyxy=(672,972,757,985)
flag-icon xyxy=(582,528,642,568)
scoreboard xyxy=(816,676,922,972)
stat-row xyxy=(820,843,918,852)
puzzle-cell[interactable]: 18 xyxy=(583,1379,603,1397)
stat-name: ಆಕಾಶ್‌ದೀಪ್ xyxy=(820,834,848,843)
stat-name: ಬೂಮ್ರಾ xyxy=(820,824,838,833)
puzzle-cell[interactable] xyxy=(521,1233,541,1251)
eng-bowling-title: ಇಂಗ್ಲೆಂಡ್ ಬೌಲಿಂಗ್ xyxy=(820,945,873,955)
dot-black xyxy=(374,1406,383,1415)
stat-value: 13-1-56-1 xyxy=(886,955,918,964)
stat-row xyxy=(820,709,918,718)
dot-black xyxy=(131,1406,140,1415)
stat-name: ನಾಯರ್ xyxy=(820,913,839,922)
puzzle-cell[interactable] xyxy=(644,1306,664,1324)
story-title: ಕ್ರೀಡಾ ಒಕ್ಕೂಟಗಳಿಗಿಲ್ಲ ಪ್ರಸಾರ ಭಾರತಿಯ ಸಂಪೂರ್ಣ ಆದಾಯ xyxy=(65,558,184,587)
stat-value: 17-0-62-2 xyxy=(886,852,918,861)
stat-value: 0 xyxy=(913,764,918,773)
puzzle-cell[interactable] xyxy=(665,1342,685,1360)
stat-value: 10-1-21-0 xyxy=(886,871,918,880)
stat-name: ಸಿರಾಜ್ xyxy=(820,843,836,852)
bowling-list xyxy=(820,825,918,881)
stat-name: ಡಕೆಟ್ xyxy=(820,708,834,717)
registration-marks xyxy=(92,1406,140,1415)
stat-value: 1 xyxy=(913,792,918,801)
puzzle-letter: ಧ xyxy=(618,1168,646,1196)
puzzle-cell[interactable]: 4 xyxy=(624,1233,644,1251)
puzzle-setter: ರಾಜಾ ಸಂಗಮೇಶ ಶಿರೂರಮಠ xyxy=(561,1210,625,1218)
puzzle-cell[interactable] xyxy=(562,1233,582,1251)
stat-value: 14 xyxy=(909,931,918,940)
stat-row xyxy=(820,834,918,843)
answer-number: 5680 xyxy=(706,1201,754,1221)
caption-line: ಮೂರನೇ ರಾಜ್ಯ ಮಹಿಳಾ ಲೀಗ್ xyxy=(516,1013,587,1021)
